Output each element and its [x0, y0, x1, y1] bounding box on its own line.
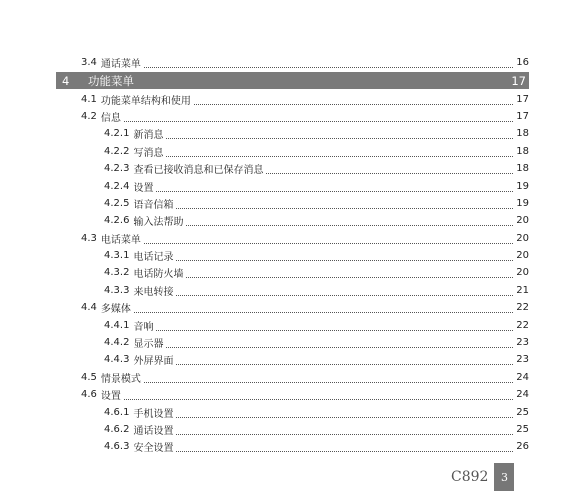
toc-entry-title: 来电转接 [133, 286, 174, 298]
toc-entry[interactable] [56, 403, 529, 420]
toc-entry-title: 设置 [100, 391, 121, 403]
toc-entry-page: 19 [516, 197, 529, 209]
dot-leader [166, 341, 513, 348]
toc-entry-number: 4.2.1 [104, 128, 130, 140]
toc-entry[interactable] [56, 334, 529, 351]
page-footer [451, 463, 514, 491]
toc-entry-number: 4.3.2 [104, 267, 130, 279]
toc-entry-number: 4.3.1 [104, 250, 130, 262]
dot-leader [124, 115, 513, 122]
dot-leader [137, 80, 508, 86]
toc-entry-number: 4.6.2 [104, 424, 130, 435]
toc-entry-number: 4.4.2 [104, 337, 130, 349]
toc-entry-page: 21 [516, 284, 529, 296]
dot-leader [156, 324, 513, 331]
toc-entry-title: 语音信箱 [133, 199, 174, 211]
dot-leader [156, 185, 513, 192]
toc-entry[interactable] [56, 299, 529, 316]
toc-entry[interactable] [56, 247, 529, 264]
toc-entry[interactable] [56, 421, 529, 438]
dot-leader [166, 150, 513, 157]
toc-entry-number: 4.2 [81, 110, 97, 122]
toc-entry[interactable] [56, 195, 529, 212]
toc-entry[interactable] [56, 351, 529, 368]
toc-entry-number: 4.2.4 [104, 180, 130, 192]
toc-entry[interactable] [56, 438, 529, 455]
dot-leader [134, 306, 513, 313]
toc-entry-number: 4.3 [81, 232, 97, 244]
toc-entry-number: 4.2.2 [104, 145, 130, 157]
toc-entry-page: 23 [516, 354, 529, 366]
toc-entry-number: 4.2.6 [104, 215, 130, 227]
toc-entry-title: 音响 [133, 321, 154, 333]
toc-entry-page: 16 [516, 57, 529, 69]
toc-entry-page: 18 [516, 128, 529, 140]
toc-entry-title: 查看已接收消息和已保存消息 [133, 165, 264, 177]
model-name: C892 [451, 469, 489, 485]
dot-leader [186, 219, 513, 226]
dot-leader [176, 289, 513, 296]
toc-entry-page: 17 [516, 110, 529, 122]
toc-entry-number: 4.2.3 [104, 163, 130, 175]
toc-entry-number: 4.4.1 [104, 319, 130, 331]
toc-entry-title: 情景模式 [100, 373, 141, 385]
toc-entry-page: 17 [516, 93, 529, 105]
toc-entry-title: 外屏界面 [133, 356, 174, 368]
toc-entry-title: 写消息 [133, 147, 164, 159]
toc-entry-page: 24 [516, 371, 529, 383]
toc-entry-page: 20 [516, 250, 529, 262]
dot-leader [176, 428, 513, 435]
dot-leader [144, 61, 513, 68]
toc-entry-page: 24 [516, 389, 529, 401]
toc-entry-number: 4.6.1 [104, 406, 130, 418]
dot-leader [194, 98, 513, 105]
toc-entry-title: 电话防火墙 [133, 269, 184, 281]
toc-entry-title: 电话菜单 [100, 234, 141, 246]
toc-entry[interactable] [56, 282, 529, 299]
toc-entry[interactable] [56, 369, 529, 386]
dot-leader [144, 237, 513, 244]
toc-entry-number: 4.6 [81, 389, 97, 401]
toc-entry[interactable] [56, 264, 529, 281]
toc-entry-page: 22 [516, 302, 529, 314]
toc-entry[interactable] [56, 90, 529, 107]
toc-entry[interactable] [56, 316, 529, 333]
toc-entry-number: 4.2.5 [104, 197, 130, 209]
dot-leader [144, 376, 513, 383]
toc-entry-page: 17 [511, 73, 526, 88]
toc-entry[interactable] [56, 54, 529, 71]
toc-entry-page: 23 [516, 337, 529, 349]
toc-entry-page: 19 [516, 180, 529, 192]
toc-entry-title: 新消息 [133, 130, 164, 142]
toc-entry[interactable] [56, 143, 529, 160]
toc-entry-title: 安全设置 [133, 443, 174, 455]
toc-entry-title: 电话记录 [133, 252, 174, 264]
dot-leader [176, 411, 513, 418]
toc-entry-title: 通话菜单 [100, 59, 141, 71]
toc-entry-page: 25 [516, 406, 529, 418]
page-number: 3 [494, 463, 514, 491]
toc-entry[interactable] [56, 108, 529, 125]
dot-leader [176, 202, 513, 209]
toc-entry-number: 4.1 [81, 93, 97, 105]
toc-entry-title: 功能菜单 [88, 73, 134, 88]
toc-entry-number: 4.6.3 [104, 441, 130, 453]
toc-entry-title: 通话设置 [133, 426, 174, 437]
toc-entry-page: 22 [516, 319, 529, 331]
toc-entry-number: 4 [62, 73, 70, 88]
toc-entry-page: 18 [516, 145, 529, 157]
dot-leader [176, 358, 513, 365]
toc-entry-number: 4.4 [81, 302, 97, 314]
dot-leader [266, 167, 513, 174]
dot-leader [186, 271, 513, 278]
toc-entry-number: 4.4.3 [104, 354, 130, 366]
dot-leader [176, 445, 513, 452]
toc-entry[interactable] [56, 212, 529, 229]
toc-entry[interactable] [56, 230, 529, 247]
toc-entry[interactable] [56, 177, 529, 194]
dot-leader [166, 132, 513, 139]
toc-entry-title: 输入法帮助 [133, 217, 184, 229]
toc-entry-title: 手机设置 [133, 408, 174, 420]
table-of-contents [56, 54, 529, 456]
toc-entry-page: 26 [516, 441, 529, 453]
toc-entry-number: 3.4 [81, 57, 97, 69]
toc-entry-page: 20 [516, 232, 529, 244]
toc-entry-title: 显示器 [133, 339, 164, 351]
toc-entry[interactable] [56, 125, 529, 142]
toc-entry-title: 功能菜单结构和使用 [100, 95, 191, 107]
toc-entry-page: 25 [516, 424, 529, 435]
toc-entry[interactable] [56, 386, 529, 403]
toc-entry-title: 信息 [100, 112, 121, 124]
toc-entry-number: 4.3.3 [104, 284, 130, 296]
toc-entry-title: 多媒体 [100, 304, 131, 316]
toc-entry-page: 20 [516, 215, 529, 227]
dot-leader [176, 254, 513, 261]
toc-chapter-row[interactable] [56, 72, 529, 89]
toc-entry-title: 设置 [133, 182, 154, 194]
toc-entry-page: 18 [516, 163, 529, 175]
dot-leader [124, 393, 513, 400]
toc-entry-page: 20 [516, 267, 529, 279]
toc-entry[interactable] [56, 160, 529, 177]
toc-entry-number: 4.5 [81, 371, 97, 383]
